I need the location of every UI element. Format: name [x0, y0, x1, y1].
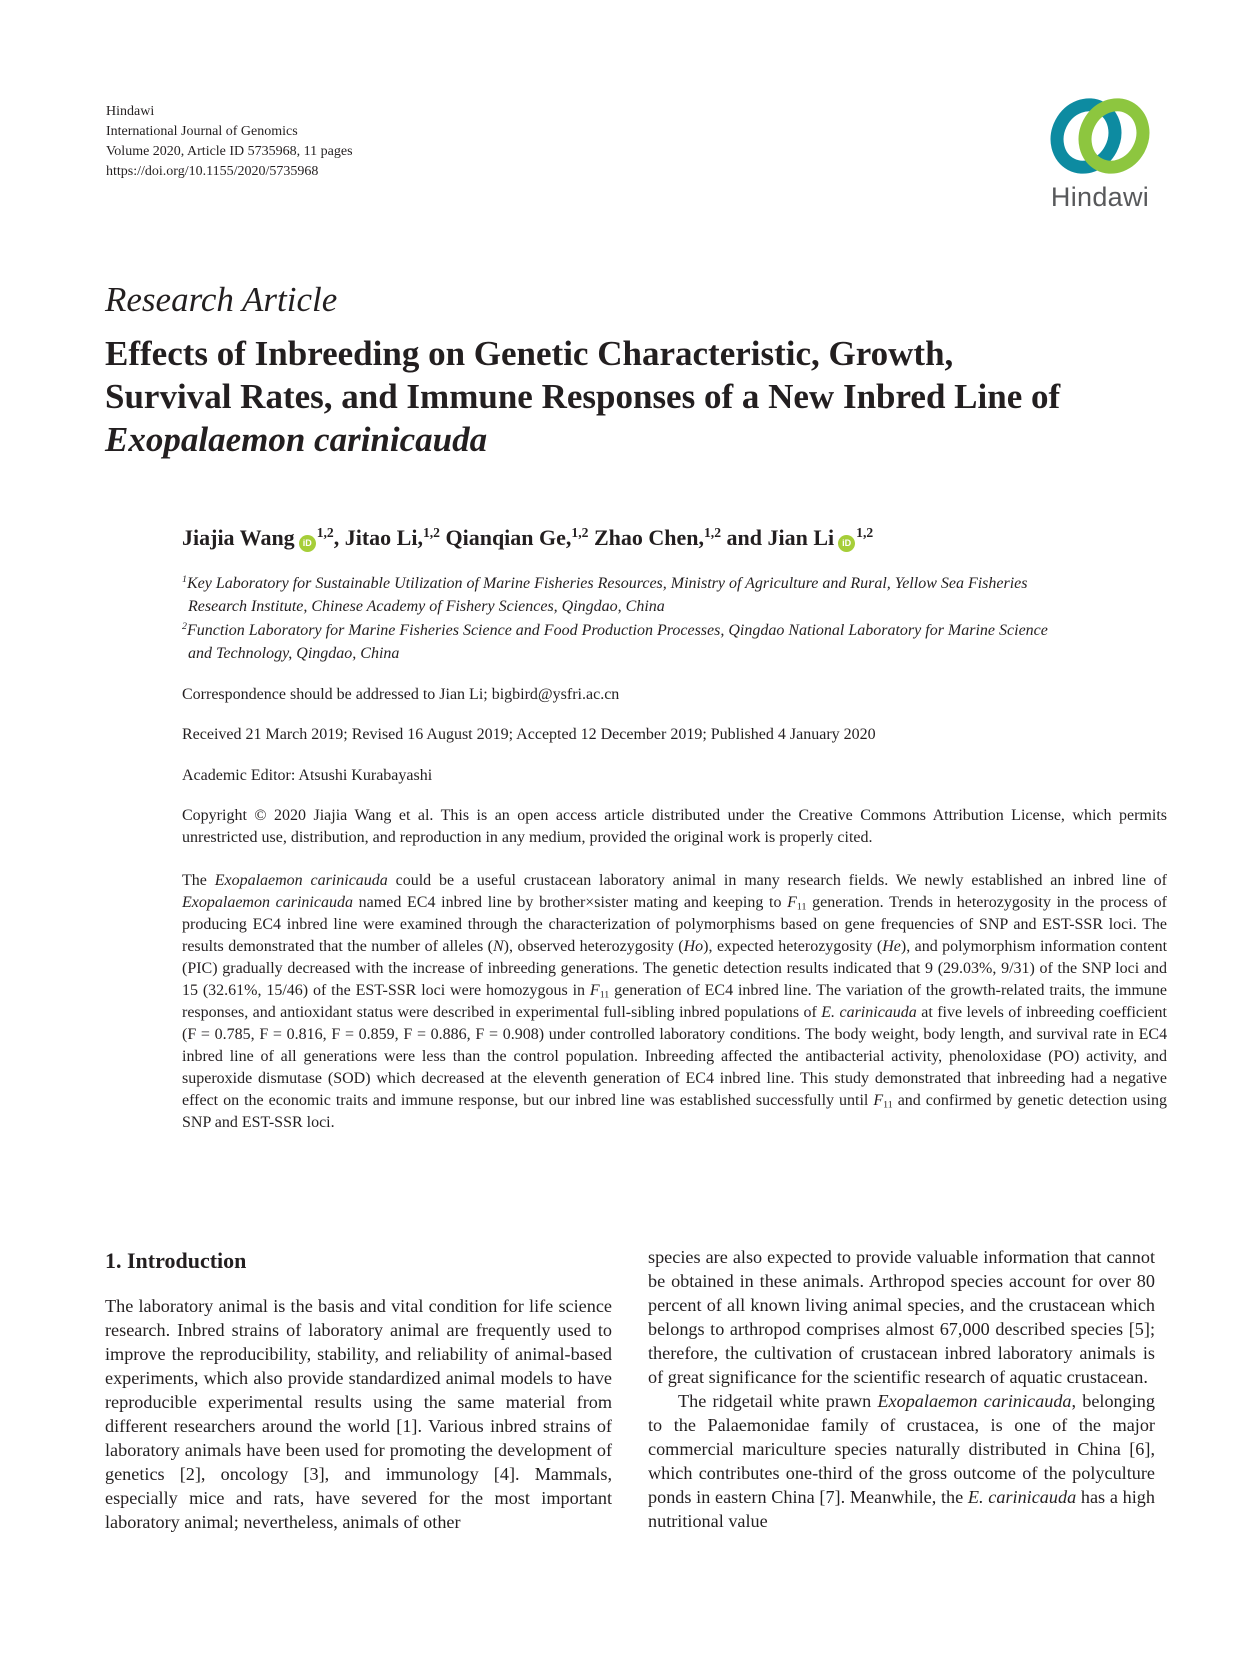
academic-editor: Academic Editor: Atsushi Kurabayashi	[182, 767, 433, 784]
affiliation-2	[182, 619, 1167, 665]
publisher-name: Hindawi	[106, 104, 155, 119]
intro-column-left: The laboratory animal is the basis and vital condition for life science research. Inbred strains of laboratory animal are frequently used to improve the reproducibility, stability, and reliability of animal-based experiments, which also provide standardized animal models to have reproducible experimental results using the same material from different researchers around the world [1]. Various inbred strains of laboratory animals have been used for promoting the development of genetics [2], oncology [3], and immunology [4]. Mammals, especially mice and rats, have severed for the most important laboratory animal; nevertheless, animals of other	[105, 1296, 612, 1532]
hindawi-logo	[1030, 96, 1170, 220]
author-name[interactable]: Jiajia Wang	[182, 525, 295, 550]
affiliation-text: Research Institute, Chinese Academy of Fishery Sciences, Qingdao, China	[188, 598, 665, 615]
abstract: The Exopalaemon carinicauda could be a useful crustacean laboratory animal in many research fields. We newly established an inbred line of Exopalaemon carinicauda named EC4 inbred line by brother×sister mating and keeping to $F_{11}$ generation. Trends in heterozygosity in the process of producing EC4 inbred line were examined through the characterization of polymorphisms based on gene frequencies of SNP and EST-SSR loci. The results demonstrated that the number of alleles (N), observed heterozygosity (Ho), expected heterozygosity (He), and polymorphism information content (PIC) gradually decreased with the increase of inbreeding generations. The genetic detection results indicated that 9 (29.03%, 9/31) of the SNP loci and 15 (32.61%, 15/46) of the EST-SSR loci were homozygous in $F_{11}$ generation of EC4 inbred line. The variation of the growth-related traits, the immune responses, and antioxidant status were described in experimental full-sibling inbred populations of E. carinicauda at five levels of inbreeding coefficient (F = 0.785, F = 0.816, F = 0.859, F = 0.886, F = 0.908) under controlled laboratory conditions. The body weight, body length, and survival rate in EC4 inbred line of all generations were less than the control population. Inbreeding affected the antibacterial activity, phenoloxidase (PO) activity, and superoxide dismutase (SOD) which decreased at the eleventh generation of EC4 inbred line. This study demonstrated that inbreeding had a negative effect on the economic traits and immune response, but our inbred line was established successfully until $F_{11}$ and confirmed by genetic detection using SNP and EST-SSR loci.	[182, 872, 1168, 1131]
title-line-3: Exopalaemon carinicauda	[105, 420, 488, 459]
affiliation-1	[182, 572, 1167, 618]
author-affiliation: 1,2	[856, 524, 874, 540]
author-affiliation: 1,2	[571, 524, 589, 540]
article-type: Research Article	[105, 280, 338, 319]
journal-info	[106, 102, 353, 182]
journal-name: International Journal of Genomics	[106, 124, 298, 139]
paragraph: species are also expected to provide valuable information that cannot be obtained in these animals. Arthropod species account for over 80 percent of all known living animal species, and the crustacean which belongs to arthropod comprises almost 67,000 described species [5]; therefore, the cultivation of crustacean inbred laboratory animals is of great significance for the scientific research of aquatic crustacean.	[648, 1247, 1155, 1387]
affiliation-text: Function Laboratory for Marine Fisheries Science and Food Production Processes, Qingdao National Laboratory for Marine Science	[186, 622, 1048, 639]
author-affiliation: 1,2	[422, 524, 440, 540]
doi-link[interactable]: https://doi.org/10.1155/2020/5735968	[106, 164, 319, 179]
hindawi-rings-icon	[1030, 96, 1170, 182]
author-name[interactable]: Qianqian Ge,	[445, 525, 572, 550]
orcid-icon[interactable]: iD	[299, 535, 316, 552]
author-name[interactable]: Jitao Li,	[344, 525, 423, 550]
publication-dates: Received 21 March 2019; Revised 16 August 2019; Accepted 12 December 2019; Published 4 January 2020	[182, 726, 876, 743]
author-name[interactable]: and Jian Li	[726, 525, 835, 550]
affiliation-text: Key Laboratory for Sustainable Utilization of Marine Fisheries Resources, Ministry of Agriculture and Rural, Yellow Sea Fisheries	[186, 575, 1028, 592]
title-line-2: Survival Rates, and Immune Responses of a New Inbred Line of	[105, 377, 1061, 416]
hindawi-logo-text: Hindawi	[1050, 182, 1150, 212]
section-heading: 1. Introduction	[105, 1248, 247, 1273]
volume-info: Volume 2020, Article ID 5735968, 11 pages	[106, 144, 353, 159]
author-list: Jiajia Wang iD$^{1,2}$, Jitao Li,$^{1,2}$ Qianqian Ge,$^{1,2}$ Zhao Chen,$^{1,2}$ and Jian Li iD$^{1,2}$	[182, 524, 874, 550]
author-name[interactable]: Zhao Chen,	[593, 525, 704, 550]
orcid-icon[interactable]: iD	[838, 535, 855, 552]
title-line-1: Effects of Inbreeding on Genetic Characteristic, Growth,	[105, 334, 954, 373]
affiliation-number: 1	[182, 574, 187, 586]
paragraph: The ridgetail white prawn Exopalaemon carinicauda, belonging to the Palaemonidae family of crustacea, is one of the major commercial mariculture species naturally distributed in China [6], which contributes one-third of the gross outcome of the polyculture ponds in eastern China [7]. Meanwhile, the E. carinicauda has a high nutritional value	[648, 1391, 1155, 1531]
article-title	[105, 332, 1185, 461]
author-affiliation: 1,2	[316, 524, 334, 540]
intro-column-right	[648, 1245, 1155, 1533]
copyright-notice: Copyright © 2020 Jiajia Wang et al. This is an open access article distributed under the Creative Commons Attribution License, which permits unrestricted use, distribution, and reproduction in any medium, provided the original work is properly cited.	[182, 807, 1167, 846]
affiliation-number: 2	[182, 621, 187, 633]
author-affiliation: 1,2	[703, 524, 722, 540]
correspondence: Correspondence should be addressed to Jian Li; bigbird@ysfri.ac.cn	[182, 686, 620, 703]
affiliation-text: and Technology, Qingdao, China	[188, 645, 400, 662]
